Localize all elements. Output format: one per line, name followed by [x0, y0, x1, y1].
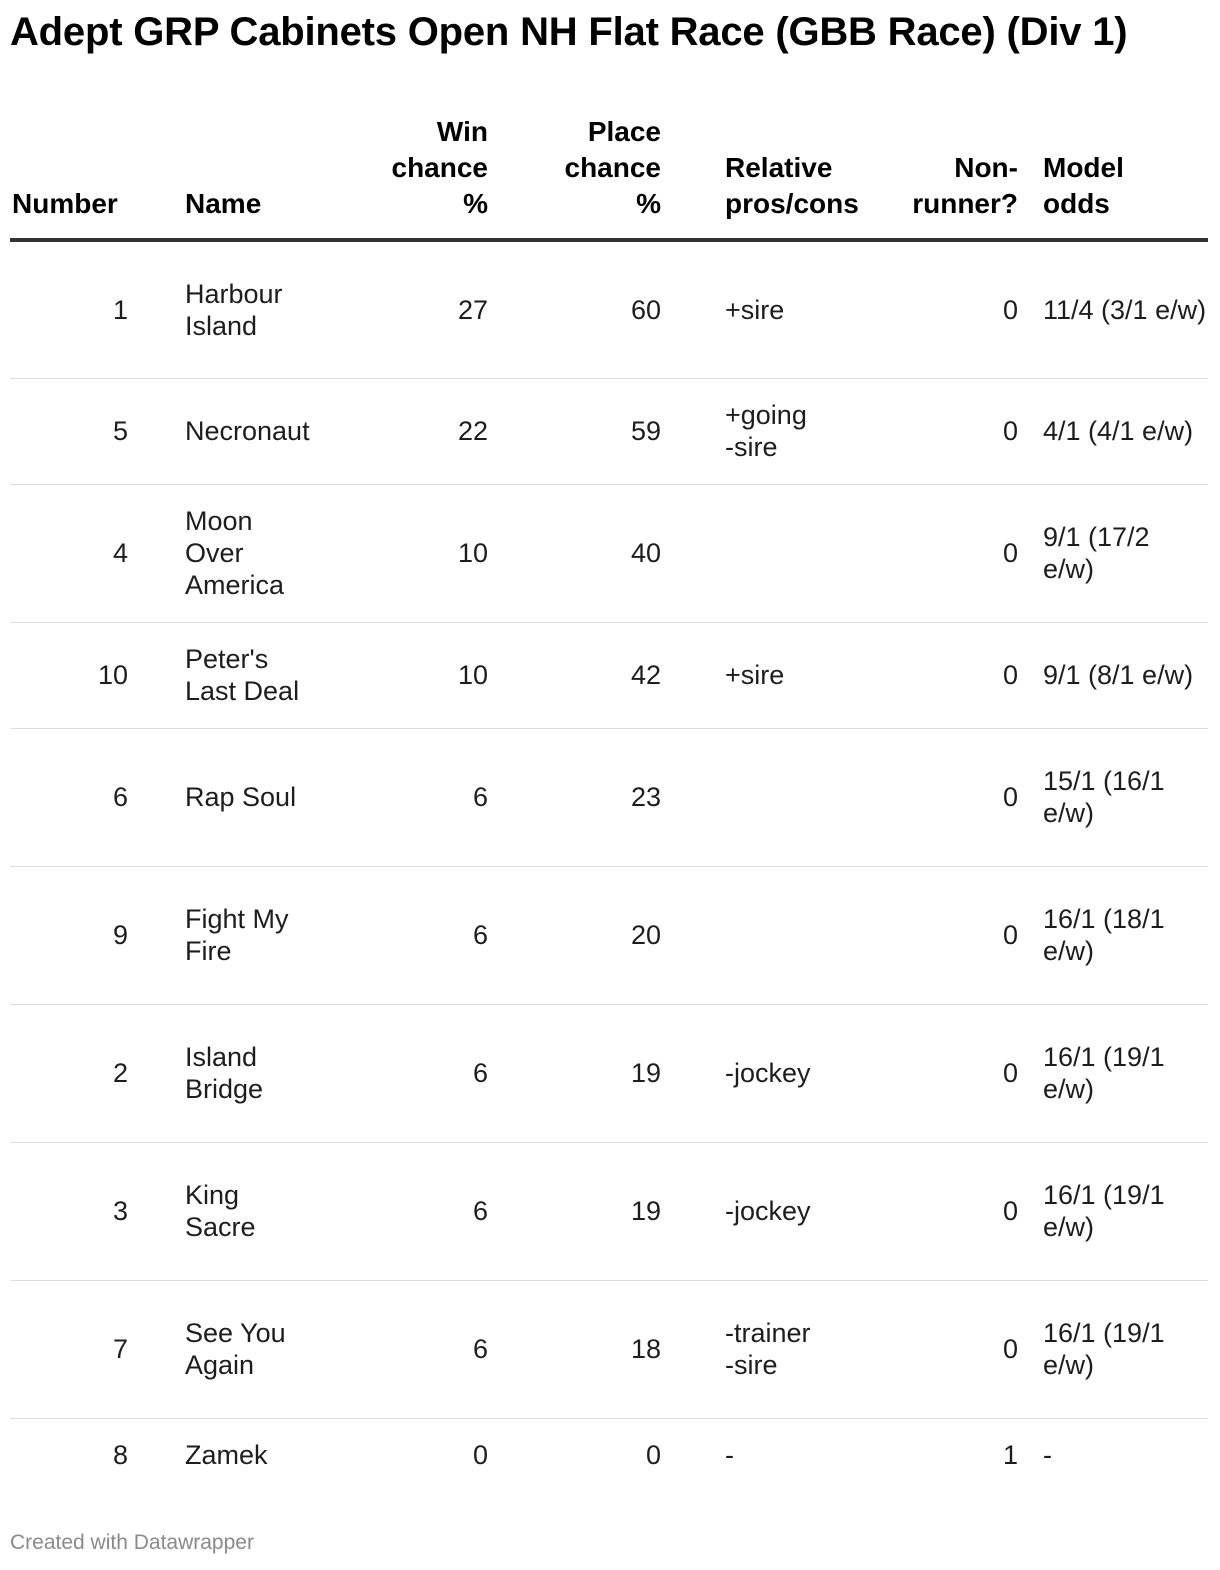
table-row: [10, 1004, 1208, 1142]
header-model-odds[interactable]: Model odds: [1029, 110, 1208, 240]
cell-name: See You Again: [185, 1280, 325, 1418]
cell-non-runner: 0: [869, 728, 1029, 866]
cell-number: 3: [10, 1142, 185, 1280]
cell-name: Zamek: [185, 1440, 268, 1471]
cell-name: Necronaut: [185, 378, 325, 484]
header-row: [10, 110, 1208, 240]
cell-number: 10: [10, 622, 185, 728]
table-row: [10, 378, 1208, 484]
cell-non-runner: 0: [869, 1004, 1029, 1142]
cell-relative-pros-cons: -jockey: [661, 1142, 869, 1280]
cell-name: Peter's Last Deal: [185, 622, 325, 728]
cell-non-runner: 1: [1002, 1440, 1018, 1471]
header-win-chance[interactable]: Win chance %: [325, 110, 488, 240]
cell-relative-pros-cons: [661, 866, 869, 1004]
cell-model-odds: 16/1 (18/1 e/w): [1029, 866, 1208, 1004]
cell-number: 9: [10, 866, 185, 1004]
table-row: [10, 1418, 1208, 1492]
cell-place-chance: 19: [488, 1004, 661, 1142]
table-header: [10, 110, 1208, 240]
cell-non-runner: 0: [869, 240, 1029, 378]
cell-name: Moon Over America: [185, 484, 325, 622]
header-non-runner[interactable]: Non- runner?: [869, 110, 1029, 240]
cell-place-chance: 42: [488, 622, 661, 728]
cell-model-odds: 16/1 (19/1 e/w): [1029, 1004, 1208, 1142]
cell-number: 4: [10, 484, 185, 622]
table-body: [10, 240, 1208, 1492]
table-row: [10, 866, 1208, 1004]
cell-number: 6: [10, 728, 185, 866]
cell-number: 2: [10, 1004, 185, 1142]
cell-model-odds: 16/1 (19/1 e/w): [1029, 1142, 1208, 1280]
cell-win-chance: 6: [325, 1280, 488, 1418]
cell-relative-pros-cons: +going -sire: [661, 378, 869, 484]
cell-number: 8: [112, 1440, 128, 1471]
cell-model-odds: 11/4 (3/1 e/w): [1029, 240, 1208, 378]
cell-win-chance: 0: [472, 1440, 488, 1471]
cell-win-chance: 10: [325, 484, 488, 622]
header-place-chance[interactable]: Place chance %: [488, 110, 661, 240]
cell-name: King Sacre: [185, 1142, 325, 1280]
cell-non-runner: 0: [869, 866, 1029, 1004]
cell-win-chance: 6: [325, 1004, 488, 1142]
cell-non-runner: 0: [869, 378, 1029, 484]
cell-relative-pros-cons: +sire: [661, 622, 869, 728]
cell-place-chance: 60: [488, 240, 661, 378]
cell-place-chance: 0: [645, 1440, 661, 1471]
table-row: [10, 484, 1208, 622]
cell-model-odds: 9/1 (17/2 e/w): [1029, 484, 1208, 622]
cell-place-chance: 19: [488, 1142, 661, 1280]
cell-place-chance: 59: [488, 378, 661, 484]
cell-win-chance: 22: [325, 378, 488, 484]
cell-non-runner: 0: [869, 484, 1029, 622]
cell-name: Rap Soul: [185, 728, 325, 866]
cell-non-runner: 0: [869, 1142, 1029, 1280]
cell-win-chance: 6: [325, 728, 488, 866]
table-row: [10, 240, 1208, 378]
header-name[interactable]: Name: [185, 110, 325, 240]
cell-relative-pros-cons: +sire: [661, 240, 869, 378]
cell-model-odds: 4/1 (4/1 e/w): [1029, 378, 1208, 484]
table-row: [10, 1142, 1208, 1280]
cell-relative-pros-cons: -trainer -sire: [661, 1280, 869, 1418]
cell-non-runner: 0: [869, 1280, 1029, 1418]
cell-relative-pros-cons: [661, 728, 869, 866]
cell-relative-pros-cons: [661, 484, 869, 622]
cell-model-odds: -: [1043, 1440, 1052, 1471]
cell-relative-pros-cons: -: [725, 1440, 734, 1471]
cell-number: 1: [10, 240, 185, 378]
header-relative-pros-cons[interactable]: Relative pros/cons: [661, 110, 869, 240]
cell-win-chance: 10: [325, 622, 488, 728]
chart-title: Adept GRP Cabinets Open NH Flat Race (GBB Race) (Div 1): [10, 10, 1128, 54]
cell-number: 7: [10, 1280, 185, 1418]
table-row: [10, 622, 1208, 728]
cell-place-chance: 23: [488, 728, 661, 866]
header-number[interactable]: Number: [10, 110, 185, 240]
datawrapper-credit: Created with Datawrapper: [10, 1531, 254, 1554]
race-table: [10, 110, 1208, 1492]
cell-win-chance: 6: [325, 866, 488, 1004]
cell-win-chance: 27: [325, 240, 488, 378]
cell-name: Island Bridge: [185, 1004, 325, 1142]
cell-place-chance: 18: [488, 1280, 661, 1418]
table-row: [10, 1280, 1208, 1418]
cell-model-odds: 16/1 (19/1 e/w): [1029, 1280, 1208, 1418]
cell-number: 5: [10, 378, 185, 484]
cell-non-runner: 0: [869, 622, 1029, 728]
cell-win-chance: 6: [325, 1142, 488, 1280]
cell-place-chance: 20: [488, 866, 661, 1004]
cell-name: Harbour Island: [185, 240, 325, 378]
cell-name: Fight My Fire: [185, 866, 325, 1004]
cell-relative-pros-cons: -jockey: [661, 1004, 869, 1142]
table-row: [10, 728, 1208, 866]
cell-model-odds: 15/1 (16/1 e/w): [1029, 728, 1208, 866]
cell-model-odds: 9/1 (8/1 e/w): [1029, 622, 1208, 728]
cell-place-chance: 40: [488, 484, 661, 622]
